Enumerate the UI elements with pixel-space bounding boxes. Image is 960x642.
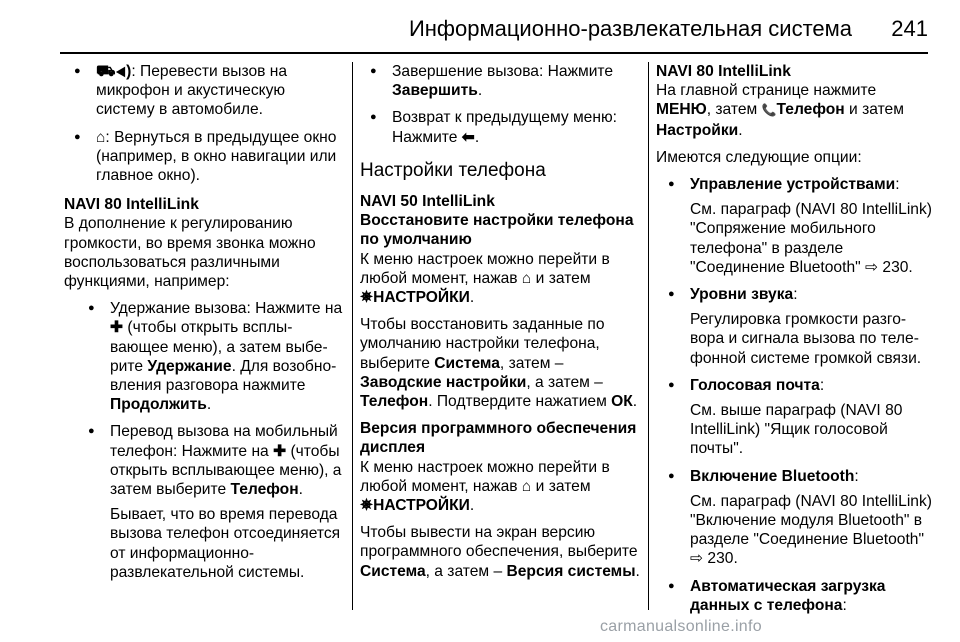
paragraph: Чтобы восстановить заданные по умолчанию настройки телефона, выберите Система, затем – Заводские настройки, а затем – Телефон. Подтвердите нажатием ОК. (360, 316, 638, 411)
page-number: 241 (891, 16, 928, 41)
ref-arrow-icon: ⇨ (864, 258, 879, 276)
phone-icon: 📞 (761, 103, 777, 118)
list-item: ● Управление устройствами: (666, 175, 932, 194)
column-1 (64, 62, 344, 590)
page-header (60, 14, 928, 54)
list-item: ● Удержание вызова: Нажмите на ✚ (чтобы открыть всплывающее меню), а затем выберите Удержание. Для возобновления разговора нажмите Продолжить. (86, 299, 344, 414)
list-item: ● Перевод вызова на мобильный телефон: Нажмите на ✚ (чтобы открыть всплывающее меню), а затем выберите Телефон. (86, 422, 344, 499)
list-item: ● Включение Bluetooth: (666, 467, 932, 486)
home-icon: ⌂ (521, 477, 532, 495)
option-description: Регулировка громкости разговора и сигнала вызова по телефонной системе громкой связи. (690, 311, 922, 367)
list-item: ● Уровни звука: (666, 285, 932, 304)
option-description: См. параграф (NAVI 80 IntelliLink) "Включение модуля Bluetooth" в разделе "Соединение Bluetooth" ⇨ 230. (690, 492, 932, 568)
page-title: Информационно-развлекательная система (408, 16, 852, 41)
column-divider-2 (648, 62, 649, 610)
paragraph: На главной странице нажмите МЕНЮ, затем 📞Телефон и затем Настройки. (656, 82, 904, 139)
plus-icon: ✚ (110, 319, 124, 337)
list-item: ● ⌂: Вернуться в предыдущее окно (например, в окно навигации или главное окно). (64, 128, 344, 186)
list-item: ● ⛟◂): Перевести вызов на микрофон и акустическую систему в автомобиле. (64, 62, 344, 120)
note-text: Бывает, что во время перевода вызова телефон отсоединяется от информационно-развлекательной системы. (110, 506, 341, 581)
column-divider-1 (352, 62, 353, 610)
paragraph: К меню настроек можно перейти в любой момент, нажав ⌂ и затем ✵НАСТРОЙКИ. (360, 458, 610, 515)
car-speaker-icon: ⛟◂) (96, 63, 132, 80)
list-item: ● Автоматическая загрузка данных с телефона: (666, 577, 932, 615)
list-item: ● Завершение вызова: Нажмите Завершить. (360, 62, 642, 100)
gear-icon: ✵ (360, 289, 374, 307)
topic-heading: Версия программного обеспечения дисплея (360, 420, 637, 457)
topic-heading: Восстановите настройки телефона по умолчанию (360, 212, 634, 249)
sub-heading: NAVI 50 IntelliLink (360, 193, 495, 211)
intro-text: В дополнение к регулированию громкости, во время звонка можно воспользоваться различными функциями, например: (64, 215, 316, 291)
section-heading: NAVI 80 IntelliLink (64, 196, 199, 214)
gear-icon: ✵ (360, 497, 374, 515)
header-rule (60, 52, 928, 54)
list-item: ● Возврат к предыдущему меню: Нажмите ⬅. (360, 108, 642, 146)
section-heading: NAVI 80 IntelliLink (656, 63, 791, 80)
paragraph: К меню настроек можно перейти в любой момент, нажав ⌂ и затем ✵НАСТРОЙКИ. (360, 250, 610, 307)
paragraph: Имеются следующие опции: (656, 148, 862, 166)
watermark: carmanualsonline.info (600, 618, 762, 635)
column-3 (656, 62, 932, 623)
home-icon: ⌂ (521, 269, 532, 287)
home-icon: ⌂ (96, 128, 106, 146)
option-description: См. выше параграф (NAVI 80 IntelliLink) "Ящик голосовой почты". (690, 402, 903, 458)
option-description: См. параграф (NAVI 80 IntelliLink) "Сопряжение мобильного телефона" в разделе "Соединение Bluetooth" ⇨ 230. (690, 201, 932, 276)
back-arrow-icon: ⬅ (461, 128, 475, 146)
paragraph: Чтобы вывести на экран версию программного обеспечения, выберите Система, а затем – Версия системы. (360, 524, 640, 580)
column-2 (360, 62, 642, 589)
section-title: Настройки телефона (360, 159, 546, 181)
ref-arrow-icon: ⇨ (690, 550, 704, 568)
list-item: ● Голосовая почта: (666, 376, 932, 395)
plus-icon: ✚ (273, 442, 287, 460)
